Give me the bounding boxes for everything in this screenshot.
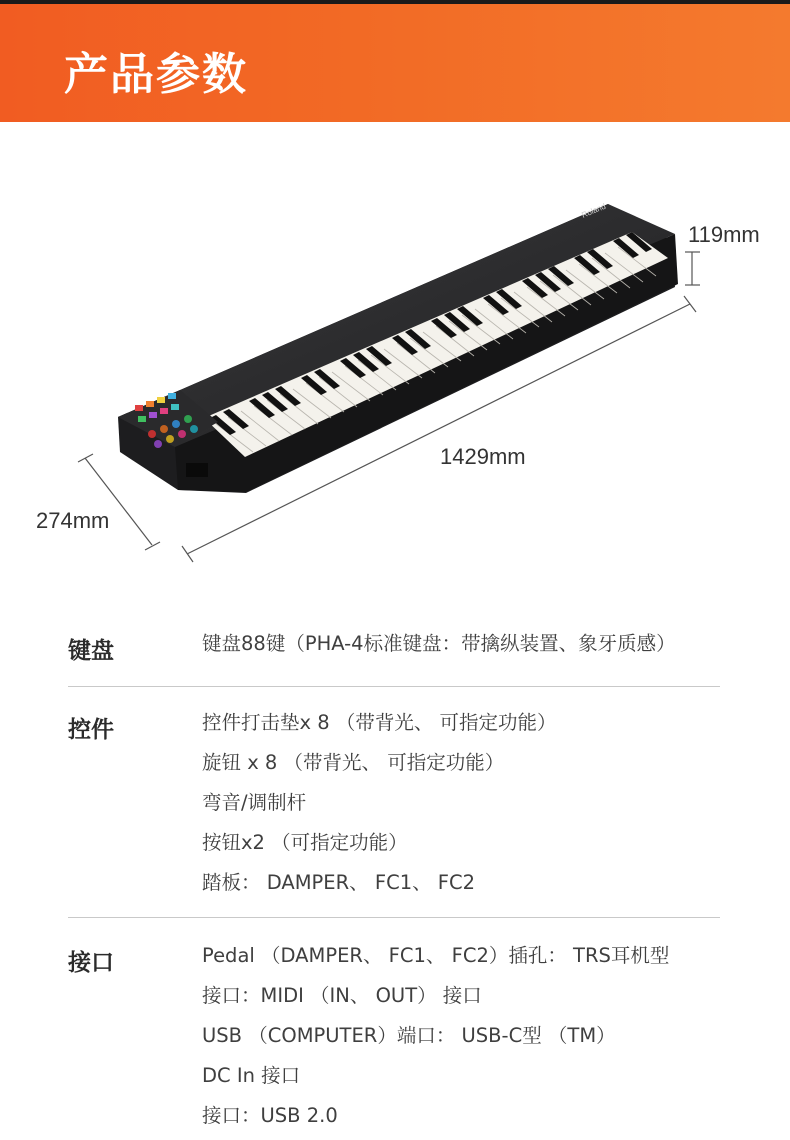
product-figure: [0, 122, 790, 592]
spec-value: 键盘88键（PHA-4标准键盘：带擒纵装置、象牙质感）: [202, 632, 676, 655]
spec-value: 旋钮 x 8 （带背光、 可指定功能）: [202, 751, 505, 774]
spec-value: Pedal （DAMPER、 FC1、 FC2）插孔： TRS耳机型: [202, 944, 670, 967]
spec-value: 接口：USB 2.0: [202, 1104, 338, 1127]
spec-label: 键盘: [68, 638, 114, 664]
spec-row-keyboard: [68, 624, 720, 666]
spec-row-controls: [68, 703, 720, 903]
height-dimension-label: 119mm: [688, 222, 760, 247]
spec-label: 接口: [68, 950, 114, 976]
length-dimension-label: 1429mm: [440, 444, 526, 469]
spec-value: 按钮x2 （可指定功能）: [202, 831, 408, 854]
header-banner: [0, 0, 790, 122]
spec-value: 控件打击垫x 8 （带背光、 可指定功能）: [202, 711, 557, 734]
spec-label: 控件: [68, 717, 114, 743]
spec-value: 踏板： DAMPER、 FC1、 FC2: [202, 871, 476, 894]
brand-logo-text: Roland: [580, 201, 608, 220]
spec-value: USB （COMPUTER）端口： USB-C型 （TM）: [202, 1024, 616, 1047]
spec-table: [68, 624, 720, 1136]
spec-row-connectors: [68, 936, 720, 1136]
spec-value: DC In 接口: [202, 1064, 301, 1087]
page-title: 产品参数: [64, 49, 248, 100]
spec-value: 弯音/调制杆: [202, 791, 307, 814]
spec-value: 接口：MIDI （IN、 OUT） 接口: [202, 984, 482, 1007]
keyboard-illustration: [0, 122, 790, 592]
depth-dimension-label: 274mm: [36, 508, 110, 533]
